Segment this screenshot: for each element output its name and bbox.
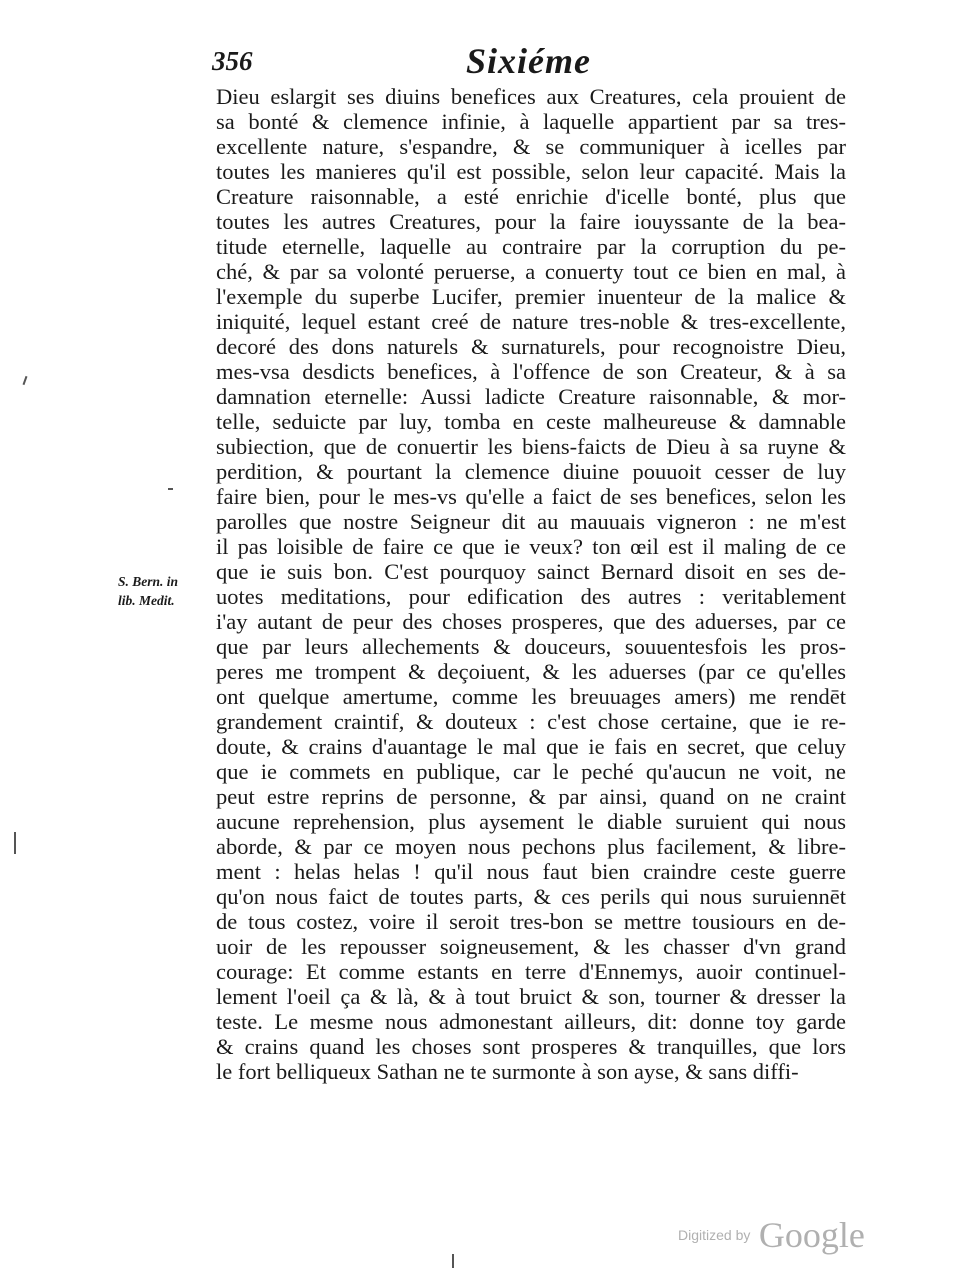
text-line: grandement craintif, & douteux : c'est chose certaine, que ie re- [216, 709, 846, 734]
text-line: ché, & par sa volonté peruerse, a conuerty tout ce bien en mal, à [216, 259, 846, 284]
text-line: titude eternelle, laquelle au contraire par la corruption du pe- [216, 234, 846, 259]
text-line: teste. Le mesme nous admonestant ailleurs, dit: donne toy garde [216, 1009, 846, 1034]
text-line: parolles que nostre Seigneur dit au mauuais vigneron : ne m'est [216, 509, 846, 534]
text-line: lement l'oeil ça & là, & à tout bruict & son, tourner & dresser la [216, 984, 846, 1009]
text-line: de tous costez, voire il seroit tres-bon se mettre tousiours en de- [216, 909, 846, 934]
text-line: Creature raisonnable, a esté enrichie d'icelle bonté, plus que [216, 184, 846, 209]
scan-speck [23, 376, 28, 385]
text-line: toutes les autres Creatures, pour la faire iouyssante de la bea- [216, 209, 846, 234]
text-line: que ie commets en publique, car le peché qu'aucun ne voit, ne [216, 759, 846, 784]
text-line: courage: Et comme estants en terre d'Ennemys, auoir continuel- [216, 959, 846, 984]
text-line: sa bonté & clemence infinie, à laquelle appartient par sa tres- [216, 109, 846, 134]
text-line: uotes meditations, pour edification des autres : veritablement [216, 584, 846, 609]
text-line: toutes les manieres qu'il est possible, selon leur capacité. Mais la [216, 159, 846, 184]
text-line: il pas loisible de faire ce que ie veux? ton œil est il maling de ce [216, 534, 846, 559]
margin-note [118, 572, 178, 610]
text-line: mes-vsa desdicts benefices, à l'offence de son Createur, & à sa [216, 359, 846, 384]
text-line: qu'on nous faict de toutes parts, & ces perils qui nous suruiennēt [216, 884, 846, 909]
text-line: & crains quand les choses sont prosperes & tranquilles, que lors [216, 1034, 846, 1059]
digitized-by-google-watermark [678, 1214, 865, 1256]
scan-speck [14, 832, 16, 854]
text-line: ment : helas helas ! qu'il nous faut bien craindre ceste guerre [216, 859, 846, 884]
text-line: aborde, & par ce moyen nous pechons plus facilement, & libre- [216, 834, 846, 859]
text-line: telle, seduicte par luy, tomba en ceste malheureuse & damnable [216, 409, 846, 434]
text-line: uoir de les repousser soigneusement, & les chasser d'vn grand [216, 934, 846, 959]
text-line: faire bien, pour le mes-vs qu'elle a faict de ses benefices, selon les [216, 484, 846, 509]
margin-note-line: S. Bern. in [118, 574, 179, 589]
text-line: i'ay autant de peur des choses prosperes, que des aduerses, par ce [216, 609, 846, 634]
text-line: excellente nature, s'espandre, & se communiquer à icelles par [216, 134, 846, 159]
body-text [216, 84, 846, 1084]
text-line: que par leurs allechements & douceurs, souuentesfois les pros- [216, 634, 846, 659]
text-line: perdition, & pourtant la clemence diuine pouuoit cesser de luy [216, 459, 846, 484]
watermark-prefix: Digitized by [678, 1227, 751, 1243]
text-line: iniquité, lequel estant creé de nature tres-noble & tres-excellente, [216, 309, 846, 334]
text-line: ont quelque amertume, comme les breuuages amers) me rendēt [216, 684, 846, 709]
text-line: l'exemple du superbe Lucifer, premier inuenteur de la malice & [216, 284, 846, 309]
page-number: 356 [212, 46, 253, 76]
scan-speck [168, 488, 173, 490]
text-line: doute, & crains d'auantage le mal que ie fais en secret, que celuy [216, 734, 846, 759]
text-line: aucune reprehension, plus aysement le diable suruient qui nous [216, 809, 846, 834]
text-line: decoré des dons naturels & surnaturels, pour recognoistre Dieu, [216, 334, 846, 359]
text-line: peres me trompent & deçoiuent, & les aduerses (par ce qu'elles [216, 659, 846, 684]
text-line: Dieu eslargit ses diuins benefices aux Creatures, cela prouient de [216, 84, 846, 109]
text-line: peut estre reprins de personne, & par ainsi, quand on ne craint [216, 784, 846, 809]
text-line: subiection, que de conuertir les biens-faicts de Dieu à sa ruyne & [216, 434, 846, 459]
margin-note-line: lib. Medit. [118, 593, 175, 608]
text-line: que ie suis bon. C'est pourquoy sainct Bernard disoit en ses de- [216, 559, 846, 584]
running-title: Sixiéme [466, 41, 591, 81]
scan-speck [452, 1254, 454, 1268]
google-logo: Google [758, 1215, 865, 1255]
text-line: le fort belliqueux Sathan ne te surmonte à son ayse, & sans diffi- [216, 1059, 799, 1084]
text-line: damnation eternelle: Aussi ladicte Creature raisonnable, & mor- [216, 384, 846, 409]
